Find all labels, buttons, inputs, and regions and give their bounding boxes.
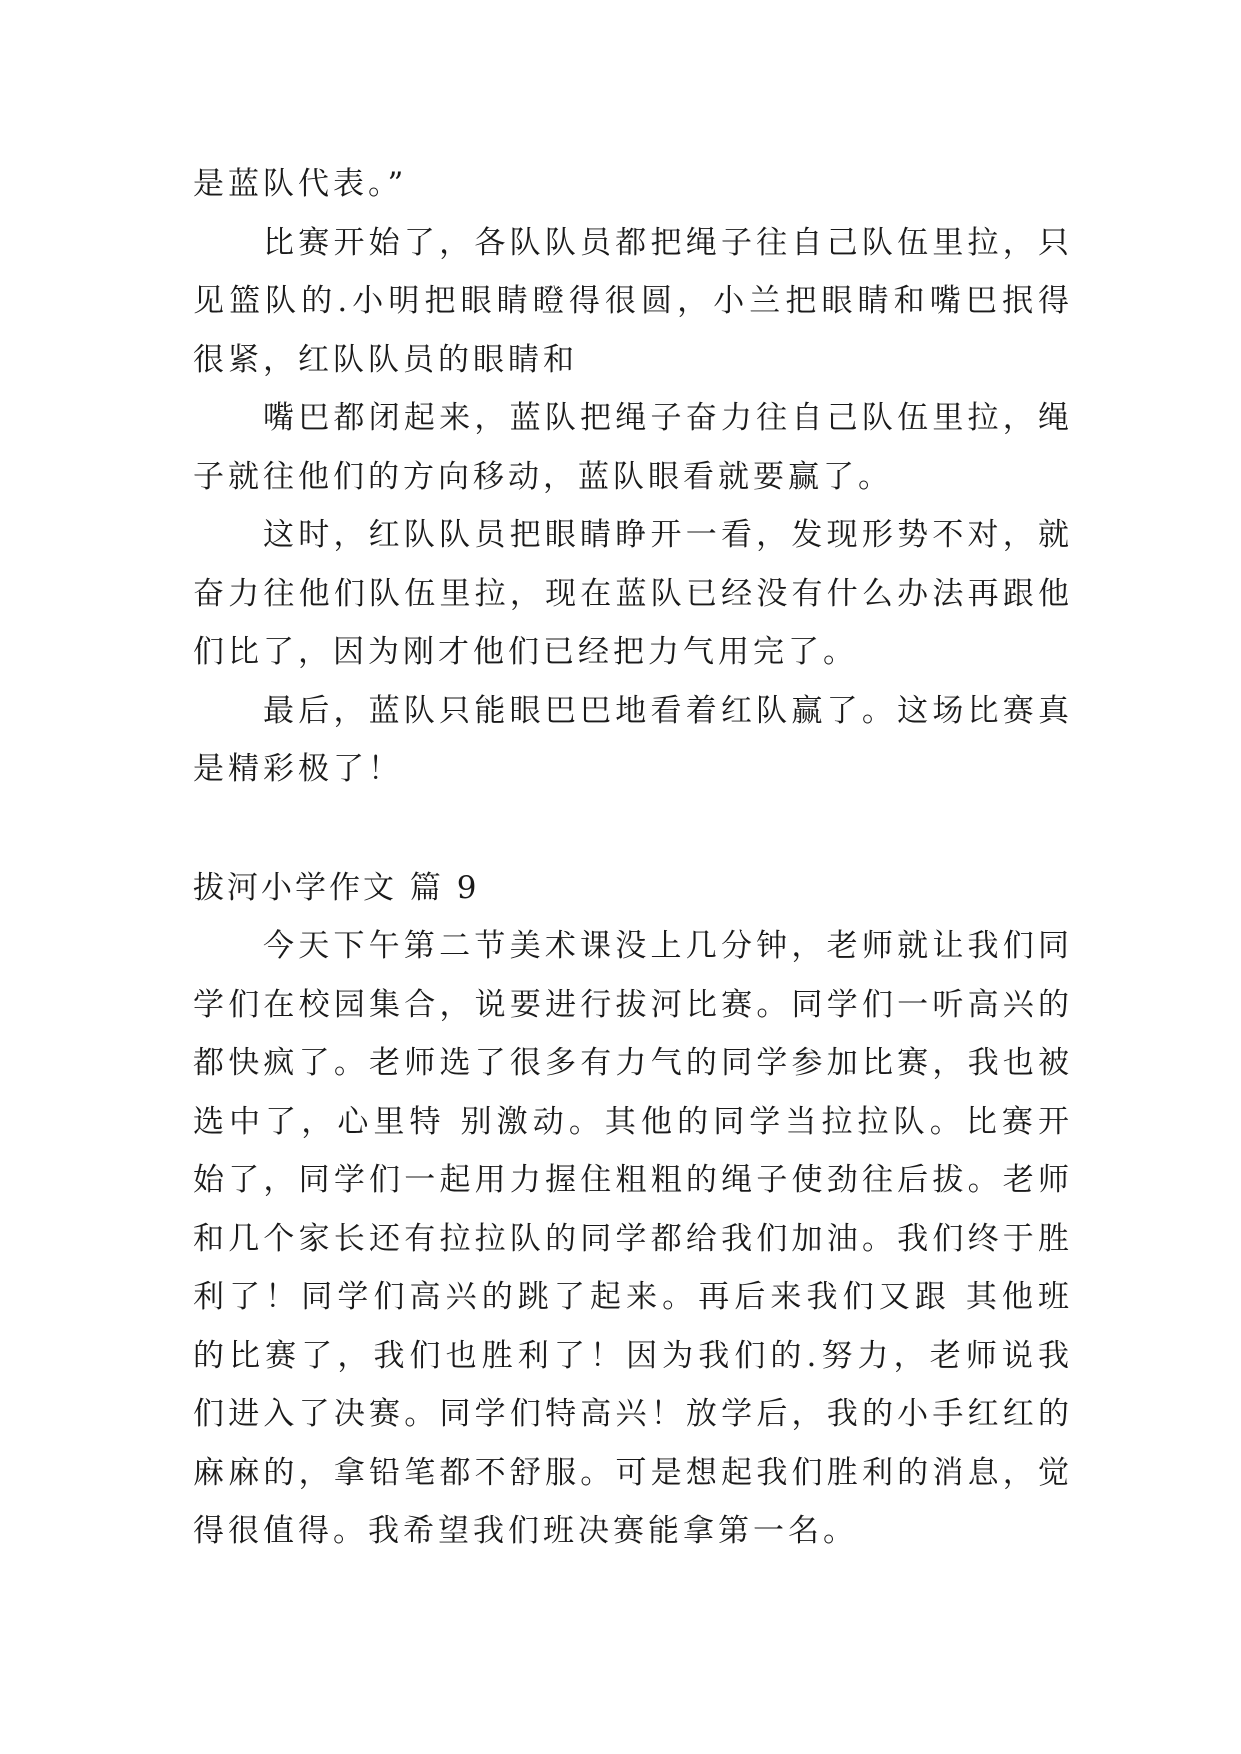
document-body: [193, 155, 1073, 1561]
paragraph-match-start: 比赛开始了，各队队员都把绳子往自己队伍里拉，只见篮队的.小明把眼睛瞪得很圆，小兰把眼睛和嘴巴抿得很紧，红队队员的眼睛和: [193, 224, 1073, 378]
section-heading: 拔河小学作文 篇 9: [193, 869, 480, 906]
paragraph-continuation: 是蓝队代表。”: [193, 166, 408, 202]
paragraph-red-team-reverses: 这时，红队队员把眼睛睁开一看，发现形势不对，就奋力往他们队伍里拉，现在蓝队已经没有什么办法再跟他们比了，因为刚才他们已经把力气用完了。: [193, 517, 1073, 670]
section-gap: [193, 799, 1073, 859]
paragraph-blue-team-pulls: 嘴巴都闭起来，蓝队把绳子奋力往自己队伍里拉，绳子就往他们的方向移动，蓝队眼看就要赢了。: [193, 400, 1073, 495]
paragraph-ending: 最后，蓝队只能眼巴巴地看着红队赢了。这场比赛真是精彩极了！: [193, 692, 1073, 787]
section-body-paragraph: 今天下午第二节美术课没上几分钟，老师就让我们同学们在校园集合，说要进行拔河比赛。同学们一听高兴的都快疯了。老师选了很多有力气的同学参加比赛，我也被选中了，心里特 别激动。其他的同学当拉拉队。比赛开始了，同学们一起用力握住粗粗的绳子使劲往后拔。老师和几个家长还有拉拉队的同学都给我们加油。我们终于胜利了！同学们高兴的跳了起来。再后来我们又跟 其他班的比赛了，我们也胜利了！因为我们的.努力，老师说我们进入了决赛。同学们特高兴！放学后，我的小手红红的麻麻的，拿铅笔都不舒服。可是想起我们胜利的消息，觉得很值得。我希望我们班决赛能拿第一名。: [193, 928, 1073, 1549]
